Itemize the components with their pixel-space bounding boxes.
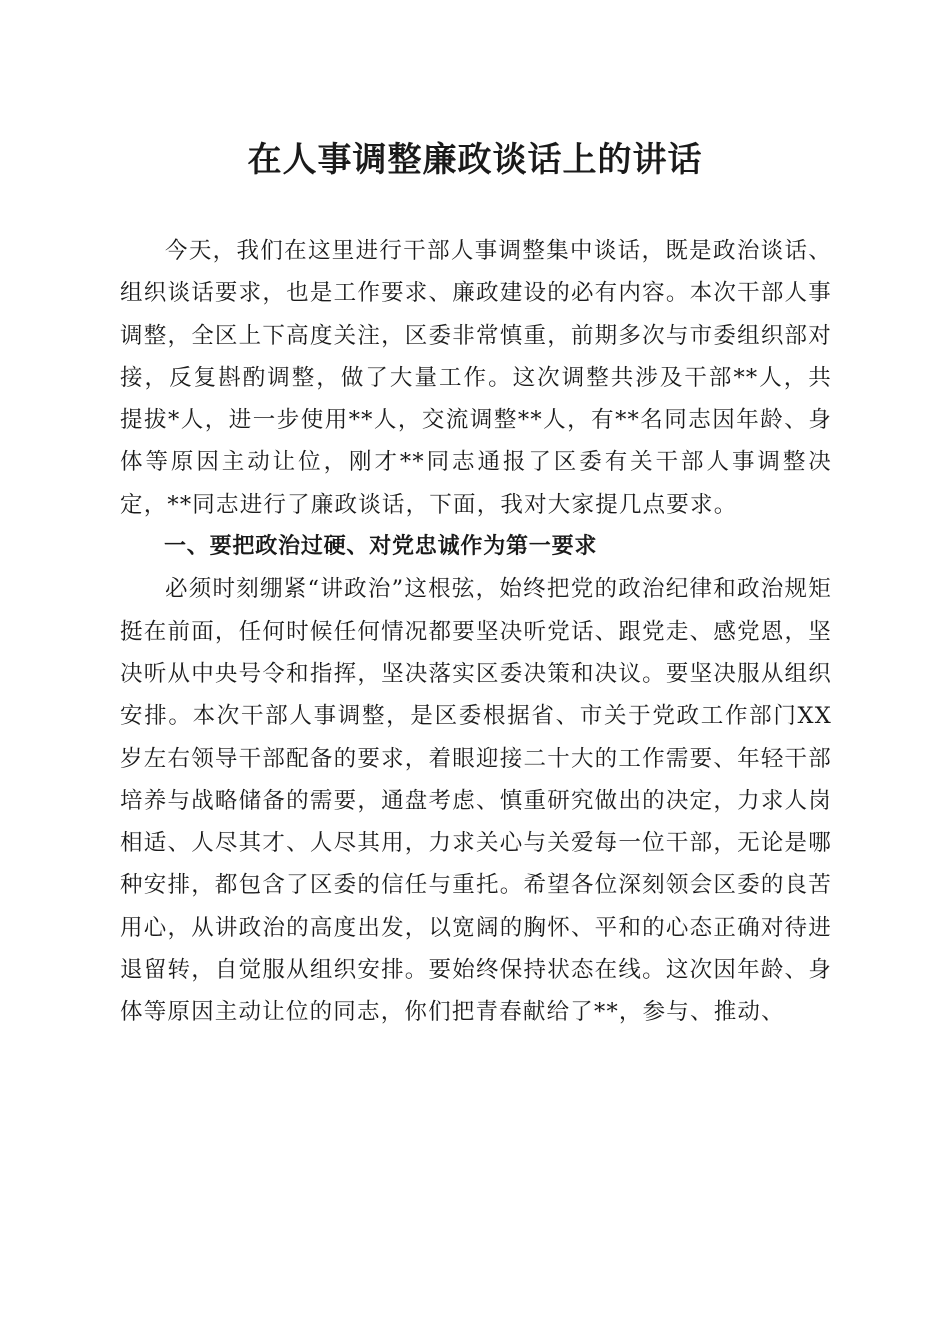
paragraph-section-1: 必须时刻绷紧“讲政治”这根弦，始终把党的政治纪律和政治规矩挺在前面，任何时候任何情况都要坚决听党话、跟党走、感党恩，坚决听从中央号令和指挥，坚决落实区委决策和决议。要坚决服从组织安排。本次干部人事调整，是区委根据省、市关于党政工作部门XX岁左右领导干部配备的要求，着眼迎接二十大的工作需要、年轻干部培养与战略储备的需要，通盘考虑、慎重研究做出的决定，力求人岗相适、人尽其才、人尽其用，力求关心与关爱每一位干部，无论是哪种安排，都包含了区委的信任与重托。希望各位深刻领会区委的良苦用心，从讲政治的高度出发，以宽阔的胸怀、平和的心态正确对待进退留转，自觉服从组织安排。要始终保持状态在线。这次因年龄、身体等原因主动让位的同志，你们把青春献给了**，参与、推动、: [120, 576, 832, 1026]
document-body: [120, 230, 832, 1034]
section-heading-1: 一、要把政治过硬、对党忠诚作为第一要求: [164, 534, 598, 560]
paragraph-intro: 今天，我们在这里进行干部人事调整集中谈话，既是政治谈话、组织谈话要求，也是工作要求、廉政建设的必有内容。本次干部人事调整，全区上下高度关注，区委非常慎重，前期多次与市委组织部对接，反复斟酌调整，做了大量工作。这次调整共涉及干部**人，共提拔*人，进一步使用**人，交流调整**人，有**名同志因年龄、身体等原因主动让位，刚才**同志通报了区委有关干部人事调整决定，**同志进行了廉政谈话，下面，我对大家提几点要求。: [120, 238, 832, 518]
document-title: 在人事调整廉政谈话上的讲话: [247, 140, 703, 180]
